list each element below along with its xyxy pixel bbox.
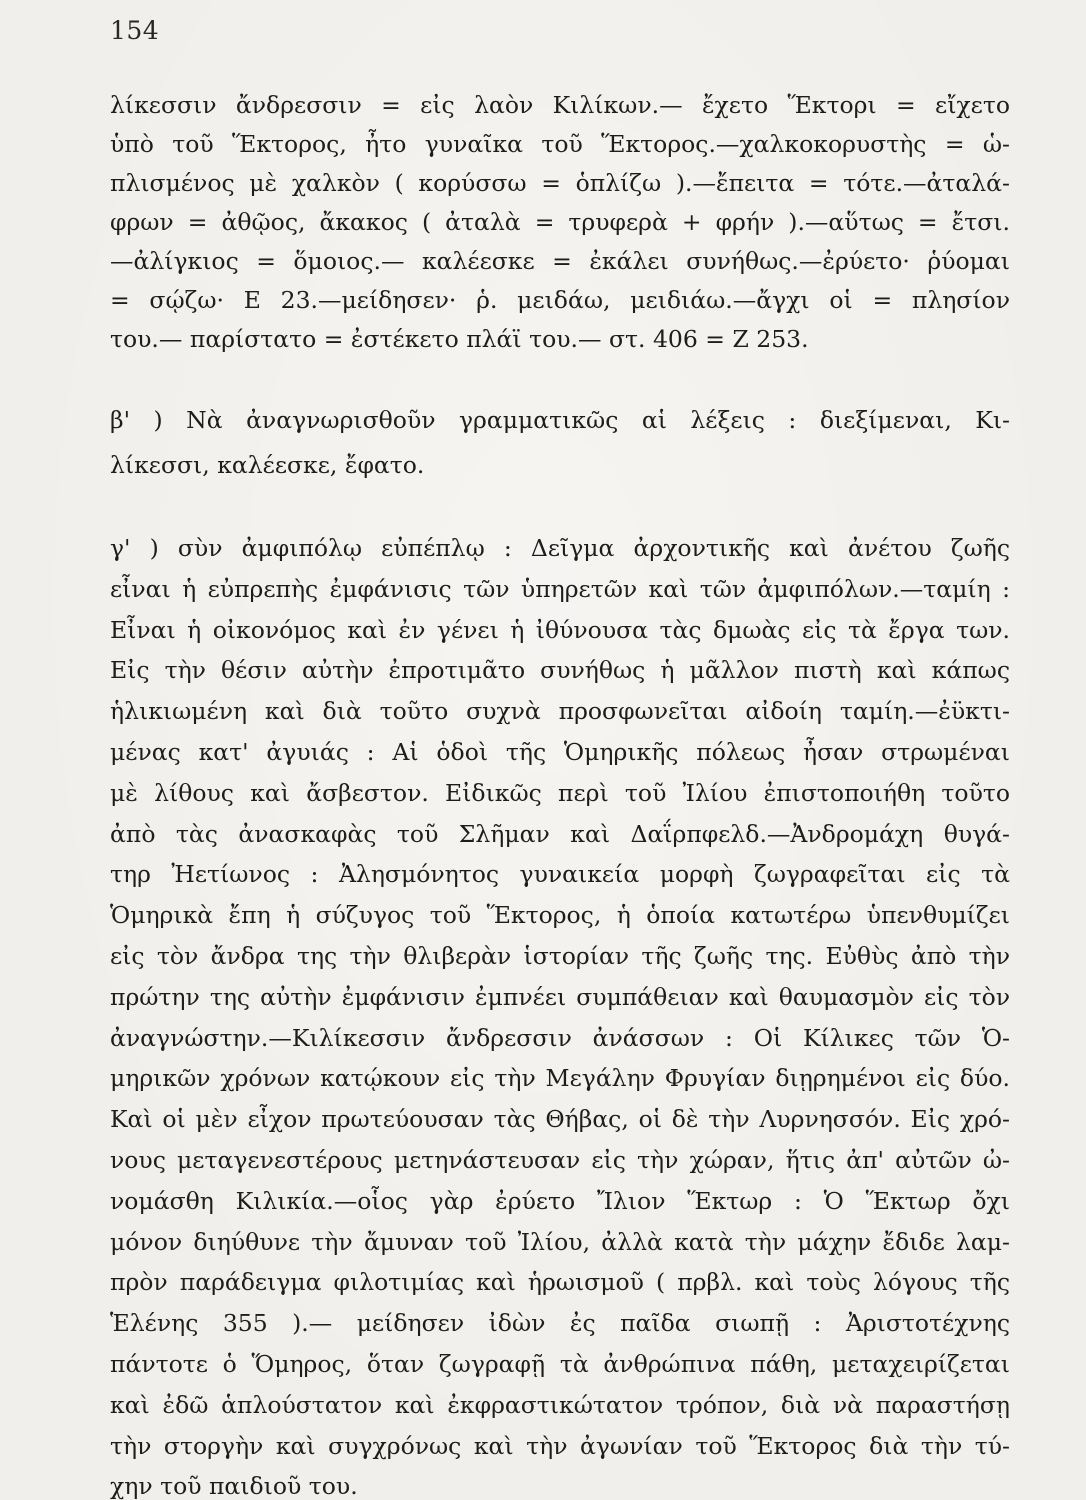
page-number: 154 [110, 16, 160, 45]
text-line: Εἶναι ἡ οἰκονόμος καὶ ἐν γένει ἡ ἰθύνουσα τὰς δμωὰς εἰς τὰ ἔργα των. [110, 615, 1010, 644]
text-line: Ἑλένης 355 ).— μείδησεν ἰδὼν ἐς παῖδα σιωπῇ : Ἀριστοτέχνης [110, 1309, 1010, 1338]
exercise-b-paragraph [110, 398, 1010, 488]
text-line: εἰς τὸν ἄνδρα της τὴν θλιβερὰν ἱστορίαν τῆς ζωῆς της. Εὐθὺς ἀπὸ τὴν [110, 941, 1010, 970]
text-line: ἡλικιωμένη καὶ διὰ τοῦτο συχνὰ προσφωνεῖται αἰδοίη ταμίη.—ἐϋκτι- [110, 697, 1010, 726]
text-line: εἶναι ἡ εὐπρεπὴς ἐμφάνισις τῶν ὑπηρετῶν καὶ τῶν ἀμφιπόλων.—ταμίη : [110, 574, 1010, 603]
text-line: φρων = ἀθῷος, ἄκακος ( ἀταλὰ = τρυφερὰ + φρήν ).—αὕτως = ἔτσι. [110, 208, 1010, 236]
text-line: Καὶ οἱ μὲν εἶχον πρωτεύουσαν τὰς Θήβας, οἱ δὲ τὴν Λυρνησσόν. Εἰς χρό- [110, 1105, 1010, 1134]
text-line: μηρικῶν χρόνων κατῴκουν εἰς τὴν Μεγάλην Φρυγίαν διῃρημένοι εἰς δύο. [110, 1064, 1010, 1093]
text-line: νους μεταγενεστέρους μετηνάστευσαν εἰς τὴν χώραν, ἥτις ἀπ' αὐτῶν ὠ- [110, 1145, 1010, 1174]
text-line: τηρ Ἠετίωνος : Ἀλησμόνητος γυναικεία μορφὴ ζωγραφεῖται εἰς τὰ [110, 860, 1010, 889]
commentary-c-paragraph [110, 528, 1010, 1500]
text-line: μόνον διηύθυνε τὴν ἄμυναν τοῦ Ἰλίου, ἀλλὰ κατὰ τὴν μάχην ἔδιδε λαμ- [110, 1227, 1010, 1256]
text-line: τὴν στοργὴν καὶ συγχρόνως καὶ τὴν ἀγωνίαν τοῦ Ἕκτορος διὰ τὴν τύ- [110, 1431, 1010, 1460]
text-line: πρὸν παράδειγμα φιλοτιμίας καὶ ἡρωισμοῦ ( πρβλ. καὶ τοὺς λόγους τῆς [110, 1268, 1010, 1297]
text-line: μὲ λίθους καὶ ἄσβεστον. Εἰδικῶς περὶ τοῦ Ἰλίου ἐπιστοποιήθη τοῦτο [110, 778, 1010, 807]
text-line: —ἀλίγκιος = ὅμοιος.— καλέεσκε = ἐκάλει συνήθως.—ἐρύετο· ῥύομαι [110, 247, 1010, 275]
text-line: Ὁμηρικὰ ἔπη ἡ σύζυγος τοῦ Ἕκτορος, ἡ ὁποία κατωτέρω ὑπενθυμίζει [110, 901, 1010, 930]
text-line: νομάσθη Κιλικία.—οἷος γὰρ ἐρύετο Ἴλιον Ἕκτωρ : Ὁ Ἕκτωρ ὄχι [110, 1186, 1010, 1215]
text-line: λίκεσσι, καλέεσκε, ἔφατο. [110, 451, 425, 479]
text-line: πλισμένος μὲ χαλκὸν ( κορύσσω = ὁπλίζω ).—ἔπειτα = τότε.—ἀταλά- [110, 169, 1010, 197]
text-line: μένας κατ' ἀγυιάς : Αἱ ὁδοὶ τῆς Ὁμηρικῆς πόλεως ἦσαν στρωμέναι [110, 737, 1010, 766]
text-line: = σῴζω· Ε 23.—μείδησεν· ῥ. μειδάω, μειδιάω.—ἄγχι οἱ = πλησίον [110, 286, 1010, 314]
glossary-paragraph [110, 86, 1010, 359]
text-line: ἀναγνώστην.—Κιλίκεσσιν ἄνδρεσσιν ἀνάσσων : Οἱ Κίλικες τῶν Ὁ- [110, 1023, 1010, 1052]
text-line: ὑπὸ τοῦ Ἕκτορος, ἦτο γυναῖκα τοῦ Ἕκτορος.—χαλκοκορυστὴς = ὡ- [110, 130, 1010, 158]
text-line: πάντοτε ὁ Ὅμηρος, ὅταν ζωγραφῇ τὰ ἀνθρώπινα πάθη, μεταχειρίζεται [110, 1349, 1010, 1378]
text-line: καὶ ἐδῶ ἁπλούστατον καὶ ἐκφραστικώτατον τρόπον, διὰ νὰ παραστήσῃ [110, 1390, 1010, 1419]
text-line: του.— παρίστατο = ἐστέκετο πλάϊ του.— στ. 406 = Ζ 253. [110, 325, 809, 353]
text-line: χην τοῦ παιδιοῦ του. [110, 1472, 358, 1500]
text-line: πρώτην της αὐτὴν ἐμφάνισιν ἐμπνέει συμπάθειαν καὶ θαυμασμὸν εἰς τὸν [110, 982, 1010, 1011]
text-line: γ' ) σὺν ἀμφιπόλῳ εὐπέπλῳ : Δεῖγμα ἀρχοντικῆς καὶ ἀνέτου ζωῆς [110, 534, 1010, 562]
text-line: β' ) Νὰ ἀναγνωρισθοῦν γραμματικῶς αἱ λέξεις : διεξίμεναι, Κι- [110, 406, 1010, 434]
text-line: ἀπὸ τὰς ἀνασκαφὰς τοῦ Σλῆμαν καὶ Δαΐρπφελδ.—Ἀνδρομάχη θυγά- [110, 819, 1010, 848]
text-line: λίκεσσιν ἄνδρεσσιν = εἰς λαὸν Κιλίκων.— ἔχετο Ἕκτορι = εἴχετο [110, 91, 1010, 119]
text-line: Εἰς τὴν θέσιν αὐτὴν ἐπροτιμᾶτο συνήθως ἡ μᾶλλον πιστὴ καὶ κάπως [110, 656, 1010, 685]
